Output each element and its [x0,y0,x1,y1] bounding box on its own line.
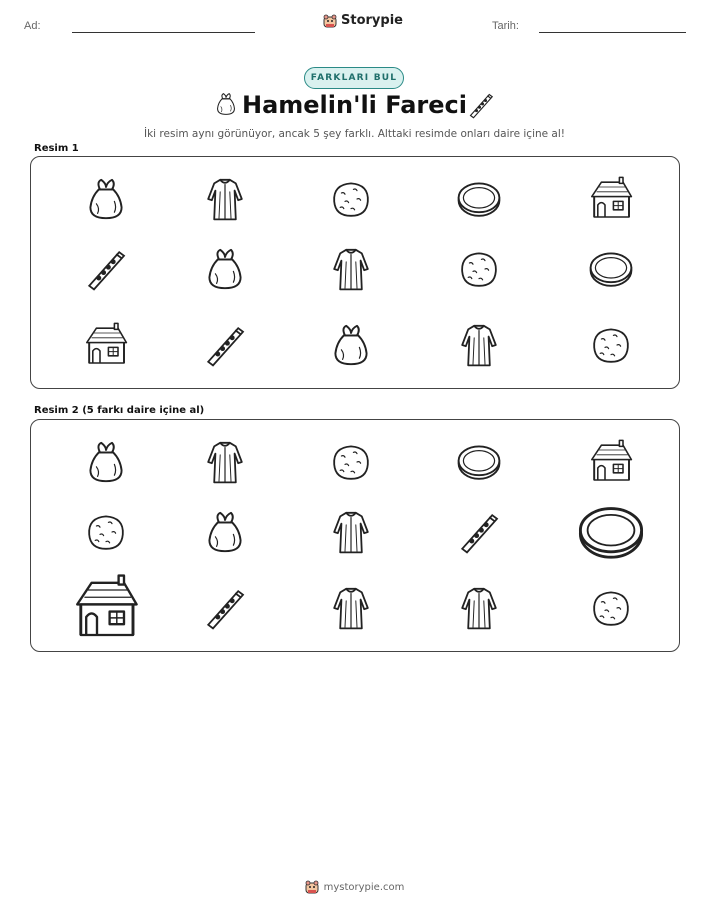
house-icon [82,321,130,369]
robe-icon [327,245,375,293]
bread-icon [455,245,503,293]
house-icon[interactable] [70,572,142,644]
name-line[interactable] [72,32,255,33]
house-icon [587,175,635,223]
name-label: Ad: [24,20,41,32]
flute-icon [201,321,249,369]
bread-icon[interactable] [82,508,130,556]
footer [0,880,709,894]
picture2-label: Resim 2 (5 farkı daire içine al) [34,405,205,416]
page-title: Hamelin'li Fareci [241,91,467,119]
storypie-mascot-icon [305,880,319,894]
sack-icon [201,245,249,293]
instructions: İki resim aynı görünüyor, ancak 5 şey farklı. Alttaki resimde onları daire içine al! [144,128,565,140]
robe-icon [201,175,249,223]
robe-icon[interactable] [201,438,249,486]
sack-icon[interactable] [82,438,130,486]
date-label: Tarih: [492,20,519,32]
flute-icon [466,90,496,120]
storypie-mascot-icon [323,14,337,28]
robe-icon[interactable] [327,508,375,556]
flute-icon [82,245,130,293]
coin-icon[interactable] [575,496,647,568]
sack-icon[interactable] [201,508,249,556]
robe-icon[interactable] [327,584,375,632]
coin-icon [455,175,503,223]
picture1-panel [30,156,680,389]
flute-icon[interactable] [201,584,249,632]
footer-url: mystorypie.com [323,881,405,893]
coin-icon[interactable] [455,438,503,486]
date-line[interactable] [539,32,686,33]
flute-icon[interactable] [455,508,503,556]
bread-icon[interactable] [327,438,375,486]
bread-icon[interactable] [587,584,635,632]
house-icon[interactable] [587,438,635,486]
coin-icon [587,245,635,293]
picture1-label: Resim 1 [34,143,79,154]
robe-icon [455,321,503,369]
bread-icon [327,175,375,223]
brand-logo [323,13,403,28]
activity-badge: FARKLARI BUL [304,67,404,89]
picture2-panel[interactable] [30,419,680,652]
bread-icon [587,321,635,369]
robe-icon[interactable] [455,584,503,632]
sack-icon [82,175,130,223]
sack-icon [327,321,375,369]
brand-name: Storypie [341,13,403,28]
